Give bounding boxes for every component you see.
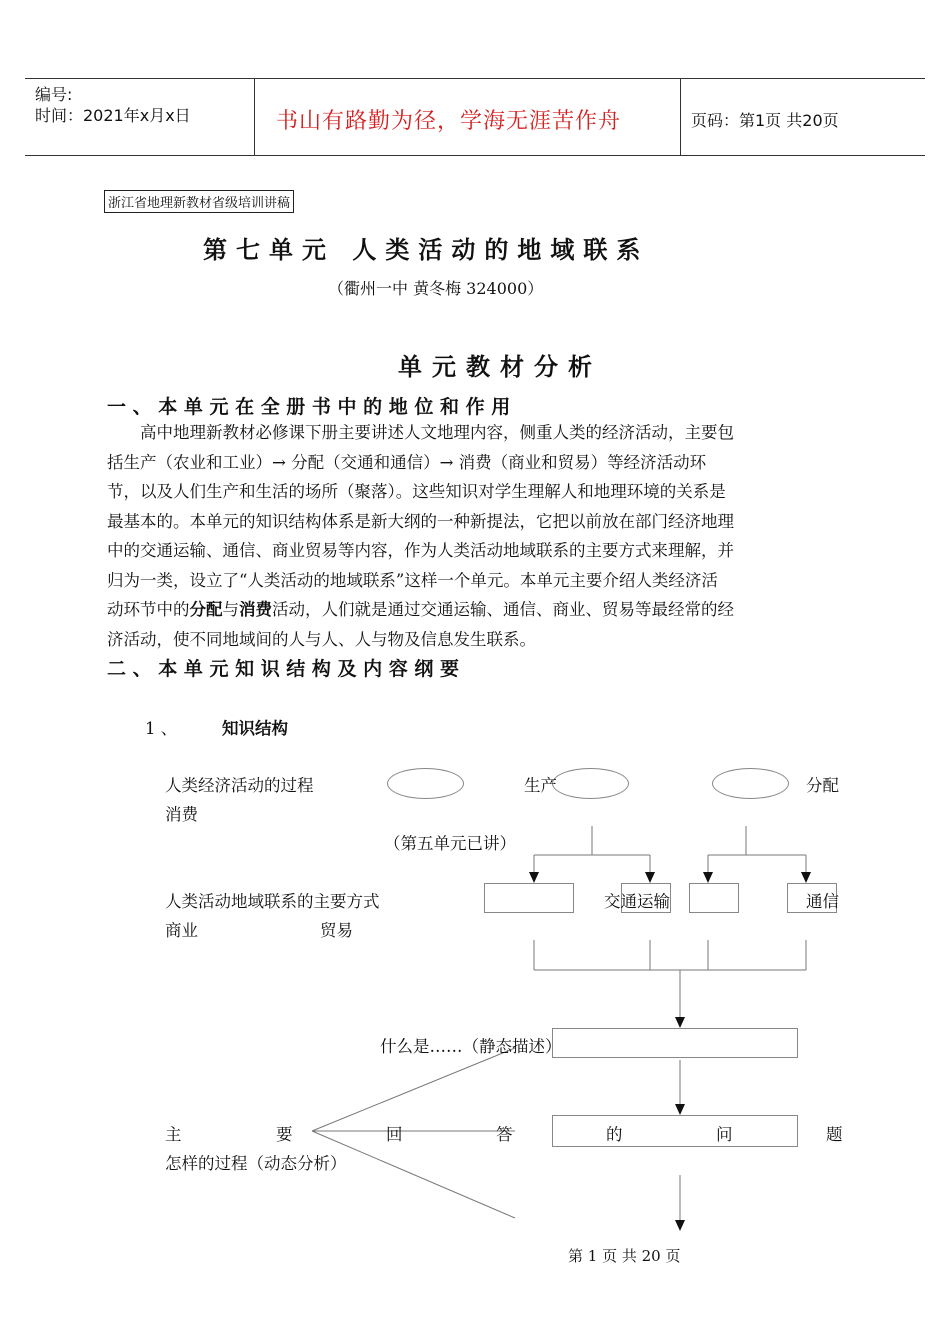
main-q-char: 题 (826, 1125, 843, 1144)
distribution-label: 分配 (806, 776, 839, 795)
subsection-number: 1 、 (145, 719, 178, 738)
unit5-note: （第五单元已讲） (384, 834, 516, 853)
section-subtitle: 单元教材分析 (398, 353, 602, 381)
process-label: 人类经济活动的过程 (165, 776, 314, 795)
author-line: （衢州一中 黄冬梅 324000） (328, 279, 544, 298)
paragraph-line: 动环节中的分配与消费活动，人们就是通过交通运输、通信、商业、贸易等最经常的经 (107, 600, 734, 619)
paragraph-line: 高中地理新教材必修课下册主要讲述人文地理内容，侧重人类的经济活动，主要包 (140, 423, 734, 442)
paragraph-line: 节，以及人们生产和生活的场所（聚落）。这些知识对学生理解人和地理环境的关系是 (107, 482, 726, 501)
consumption-label: 消费 (165, 805, 198, 824)
subsection-title: 知识结构 (222, 719, 288, 738)
how-process-label: 怎样的过程（动态分析） (165, 1154, 347, 1173)
ways-label: 人类活动地域联系的主要方式 (165, 892, 380, 911)
transport-label: 交通运输 (604, 892, 670, 911)
document-number-label: 编号: (35, 85, 73, 104)
main-q-char: 的 (606, 1125, 623, 1144)
unit-title: 第七单元 人类活动的地域联系 (203, 236, 650, 264)
main-q-char: 要 (276, 1125, 293, 1144)
bold-distribution: 分配 (189, 600, 223, 619)
commerce-label: 商业 (165, 921, 198, 940)
trade-label: 贸易 (320, 921, 353, 940)
production-label: 生产 (524, 776, 557, 795)
header-page-info: 页码：第1页 共20页 (691, 111, 839, 130)
paragraph-line: 括生产（农业和工业）→ 分配（交通和通信）→ 消费（商业和贸易）等经济活动环 (107, 452, 707, 472)
bold-consumption: 消费 (239, 600, 272, 619)
section2-heading: 二 、 本 单 元 知 识 结 构 及 内 容 纲 要 (107, 658, 459, 680)
section1-heading: 一 、 本 单 元 在 全 册 书 中 的 地 位 和 作 用 (107, 396, 511, 418)
main-q-char: 主 (165, 1125, 182, 1144)
training-stamp: 浙江省地理新教材省级培训讲稿 (104, 190, 294, 213)
main-q-char: 回 (386, 1125, 403, 1144)
paragraph-line: 中的交通运输、通信、商业贸易等内容，作为人类活动地域联系的主要方式来理解，并 (107, 541, 734, 560)
header-motto: 书山有路勤为径，学海无涯苦作舟 (276, 109, 622, 134)
paragraph-line: 归为一类，设立了“人类活动的地域联系”这样一个单元。本单元主要介绍人类经济活 (107, 570, 718, 590)
main-q-char: 问 (716, 1125, 733, 1144)
what-is-label: 什么是……（静态描述） (380, 1037, 562, 1056)
paragraph-line: 最基本的。本单元的知识结构体系是新大纲的一种新提法，它把以前放在部门经济地理 (107, 511, 734, 531)
page-footer: 第 1 页 共 20 页 (568, 1247, 681, 1265)
document-time-label: 时间：2021年x月x日 (35, 106, 191, 125)
main-q-char: 答 (496, 1125, 513, 1144)
paragraph-line: 济活动，使不同地域间的人与人、人与物及信息发生联系。 (107, 629, 536, 649)
communication-label: 通信 (806, 892, 839, 911)
